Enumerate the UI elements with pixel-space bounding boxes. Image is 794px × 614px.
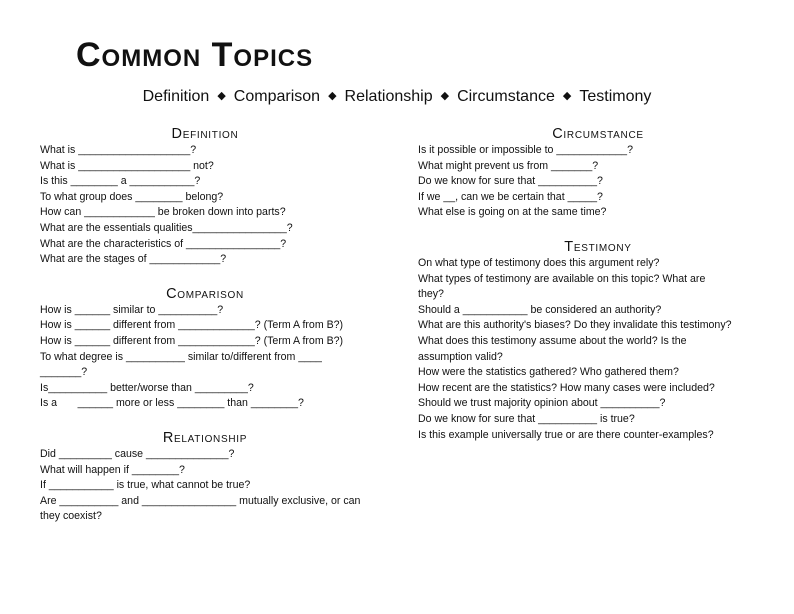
question-line: What types of testimony are available on this topic? What are <box>418 272 706 285</box>
section-heading-relationship: Relationship <box>162 429 248 446</box>
section-heading-definition: Definition <box>171 126 239 142</box>
question-line: How recent are the statistics? How many cases were included? <box>418 381 715 394</box>
question-line: Is this ________ a ___________? <box>40 175 201 188</box>
question-line: Did _________ cause ______________? <box>40 447 235 460</box>
question-line: _______? <box>40 366 88 379</box>
nav-testimony: Testimony <box>579 88 652 105</box>
nav-definition: Definition <box>142 88 210 105</box>
nav-circumstance: Circumstance <box>457 88 555 105</box>
nav-relationship: Relationship <box>344 88 433 105</box>
section-heading-testimony: Testimony <box>564 238 632 255</box>
question-line: Should we trust majority opinion about __________? <box>418 397 666 410</box>
question-line: How were the statistics gathered? Who gathered them? <box>418 366 679 379</box>
question-line: How is ______ different from _____________? (Term A from B?) <box>40 334 344 347</box>
comparison-section <box>40 286 370 412</box>
question-line: What is ___________________? <box>40 144 197 156</box>
diamond-icon: ◆ <box>328 90 337 102</box>
question-line: What else is going on at the same time? <box>418 206 607 219</box>
question-line: If we __, can we be certain that _____? <box>418 190 603 203</box>
question-line: How can ____________ be broken down into parts? <box>40 206 286 219</box>
diamond-icon: ◆ <box>440 90 450 102</box>
diamond-icon: ◆ <box>217 90 226 102</box>
question-line: To what group does ________ belong? <box>40 190 224 203</box>
question-line: assumption valid? <box>418 350 503 363</box>
question-line: What are the characteristics of ________________? <box>40 237 287 250</box>
question-line: they? <box>418 288 444 301</box>
topic-nav <box>0 88 794 106</box>
right-column <box>418 126 778 443</box>
question-line: If ___________ is true, what cannot be true? <box>40 479 251 492</box>
nav-comparison: Comparison <box>233 88 321 105</box>
question-line: Is__________ better/worse than _________? <box>40 381 254 394</box>
question-line: Do we know for sure that __________ is true? <box>418 412 635 425</box>
question-line: How is ______ similar to __________? <box>40 303 224 316</box>
question-line: Is it possible or impossible to ____________? <box>418 144 633 156</box>
question-line: Are __________ and ________________ mutually exclusive, or can <box>40 494 361 507</box>
diamond-icon: ◆ <box>562 90 572 102</box>
question-line: Is this example universally true or are there counter-examples? <box>418 428 714 441</box>
question-line: To what degree is __________ similar to/different from ____ <box>40 350 322 363</box>
page-title: Common Topics <box>76 36 314 74</box>
question-line: What are the essentials qualities________________? <box>40 221 293 234</box>
question-line: What will happen if ________? <box>40 463 185 476</box>
circumstance-section <box>418 126 778 221</box>
question-line: What are this authority's biases? Do they invalidate this testimony? <box>418 319 732 332</box>
left-column <box>40 126 370 525</box>
question-line: What does this testimony assume about the world? Is the <box>418 334 687 347</box>
section-heading-circumstance: Circumstance <box>552 126 644 142</box>
question-line: What are the stages of ____________? <box>40 253 227 266</box>
question-line: What might prevent us from _______? <box>418 159 599 172</box>
question-line: they coexist? <box>40 510 102 523</box>
question-line: How is ______ different from _____________? (Term A from B?) <box>40 319 344 332</box>
question-line: Do we know for sure that __________? <box>418 175 603 188</box>
question-line: What is ___________________ not? <box>40 159 214 172</box>
testimony-section <box>418 239 778 443</box>
question-line: On what type of testimony does this argument rely? <box>418 256 660 269</box>
question-line: Is a ______ more or less ________ than ________? <box>40 397 304 410</box>
definition-section <box>40 126 370 268</box>
relationship-section <box>40 430 370 525</box>
section-heading-comparison: Comparison <box>166 285 244 302</box>
question-line: Should a ___________ be considered an authority? <box>418 303 662 316</box>
